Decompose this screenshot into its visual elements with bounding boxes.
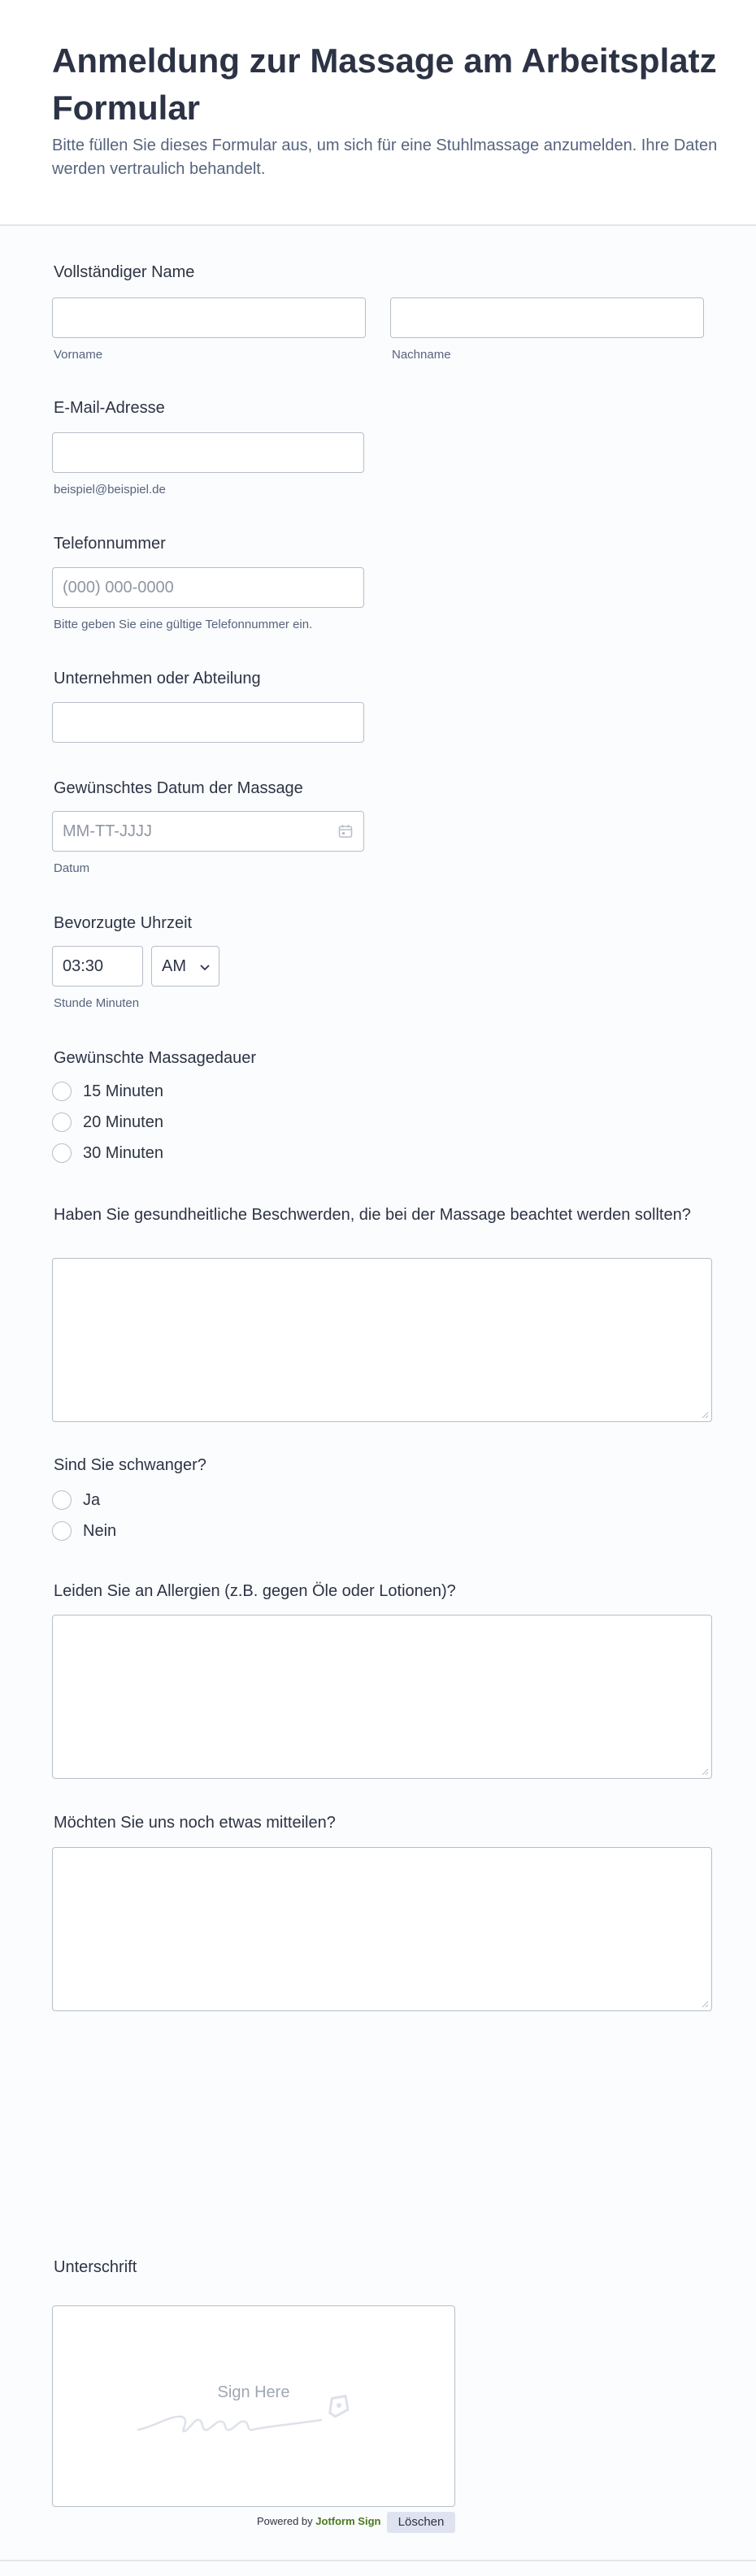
time-hour-minute-input[interactable]: 03:30 xyxy=(52,946,143,987)
pregnant-option-label: Nein xyxy=(83,1522,117,1540)
form-subtitle: Bitte füllen Sie dieses Formular aus, um sich für eine Stuhlmassage anzumelden. Ihre Daten werden vertraulich behandelt. xyxy=(52,137,718,178)
resize-grip-icon[interactable] xyxy=(701,2000,709,2008)
ampm-value: AM xyxy=(162,957,186,975)
pregnant-option-label: Ja xyxy=(83,1491,101,1509)
resize-grip-icon[interactable] xyxy=(701,1411,709,1419)
radio-button[interactable] xyxy=(52,1521,72,1541)
phone-label: Telefonnummer xyxy=(54,535,166,553)
first-name-input[interactable] xyxy=(52,297,366,338)
radio-button[interactable] xyxy=(52,1143,72,1163)
duration-option-label: 15 Minuten xyxy=(83,1082,163,1100)
other-label: Möchten Sie uns noch etwas mitteilen? xyxy=(54,1814,336,1832)
clear-signature-button[interactable]: Löschen xyxy=(387,2512,455,2533)
powered-prefix: Powered by xyxy=(257,2515,313,2527)
health-textarea[interactable] xyxy=(52,1258,712,1422)
first-name-sublabel: Vorname xyxy=(54,348,103,362)
calendar-icon[interactable] xyxy=(337,823,354,839)
email-label: E-Mail-Adresse xyxy=(54,399,165,417)
chevron-down-icon xyxy=(199,961,211,973)
phone-sublabel: Bitte geben Sie eine gültige Telefonnummer ein. xyxy=(54,618,313,631)
powered-by-text xyxy=(257,2514,380,2529)
company-label: Unternehmen oder Abteilung xyxy=(54,670,261,687)
radio-button[interactable] xyxy=(52,1082,72,1101)
date-input[interactable] xyxy=(52,811,364,852)
allergies-label: Leiden Sie an Allergien (z.B. gegen Öle oder Lotionen)? xyxy=(54,1582,456,1600)
form-title: Anmeldung zur Massage am Arbeitsplatz Formular xyxy=(52,41,717,127)
email-sublabel: beispiel@beispiel.de xyxy=(54,483,166,497)
time-label: Bevorzugte Uhrzeit xyxy=(54,914,193,932)
form-header xyxy=(0,0,756,226)
full-name-label: Vollständiger Name xyxy=(54,263,195,281)
resize-grip-icon[interactable] xyxy=(701,1767,709,1776)
company-input[interactable] xyxy=(52,702,364,743)
phone-input[interactable]: (000) 000-0000 xyxy=(52,567,364,608)
date-label: Gewünschtes Datum der Massage xyxy=(54,779,303,797)
date-placeholder: MM-TT-JJJJ xyxy=(63,822,152,840)
footer-divider xyxy=(0,2560,756,2561)
last-name-sublabel: Nachname xyxy=(392,348,451,362)
duration-label: Gewünschte Massagedauer xyxy=(54,1049,257,1067)
duration-option-label: 20 Minuten xyxy=(83,1113,163,1131)
radio-button[interactable] xyxy=(52,1112,72,1132)
time-sublabel: Stunde Minuten xyxy=(54,996,140,1010)
ampm-select[interactable] xyxy=(151,946,219,987)
allergies-textarea[interactable] xyxy=(52,1615,712,1779)
signature-pad[interactable] xyxy=(52,2305,455,2507)
date-sublabel: Datum xyxy=(54,861,90,875)
jotform-sign-link[interactable]: Jotform Sign xyxy=(315,2515,381,2527)
duration-option-label: 30 Minuten xyxy=(83,1144,163,1162)
last-name-input[interactable] xyxy=(390,297,704,338)
signature-placeholder: Sign Here xyxy=(217,2383,290,2401)
signature-label: Unterschrift xyxy=(54,2258,137,2276)
radio-button[interactable] xyxy=(52,1490,72,1510)
health-label: Haben Sie gesundheitliche Beschwerden, die bei der Massage beachtet werden sollten? xyxy=(54,1206,691,1224)
email-input[interactable] xyxy=(52,432,364,473)
pregnant-label: Sind Sie schwanger? xyxy=(54,1456,206,1474)
other-textarea[interactable] xyxy=(52,1847,712,2011)
